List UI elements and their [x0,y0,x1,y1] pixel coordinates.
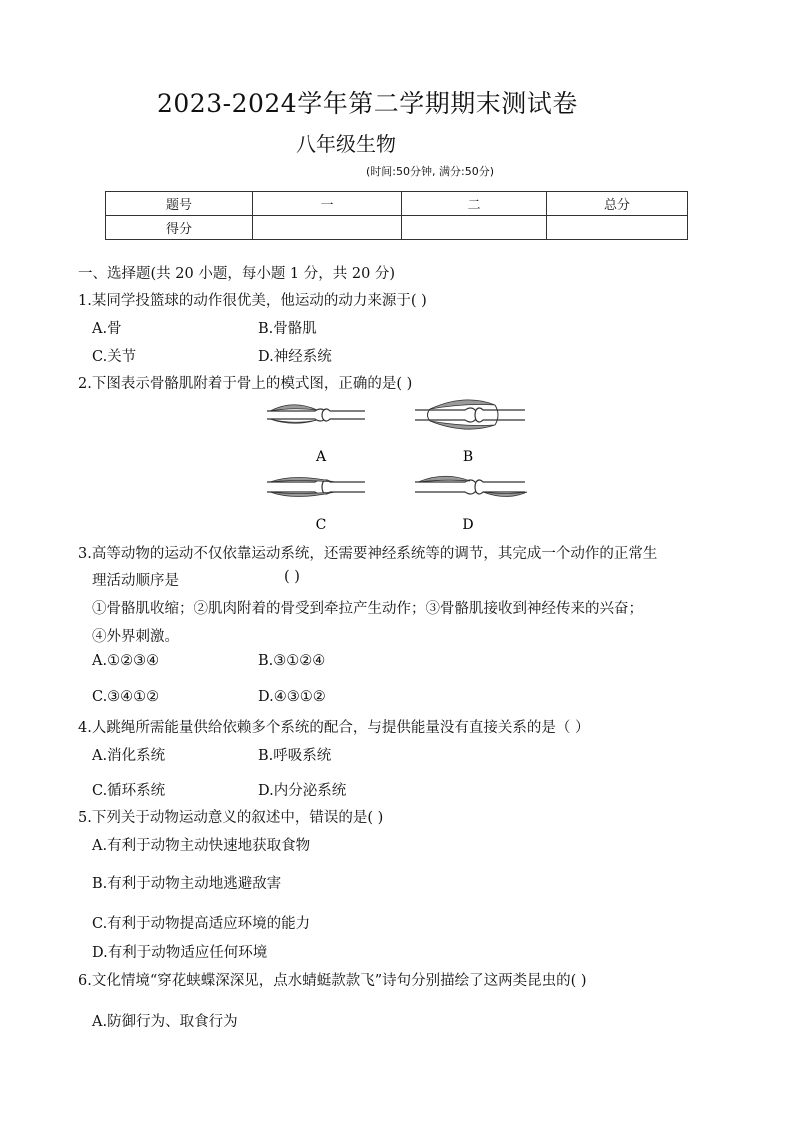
score-cell[interactable] [253,216,402,240]
score-table-score-row [106,216,688,240]
question-1-option-c[interactable]: C.关节 [92,349,137,365]
score-table-row-label: 得分 [106,216,253,240]
score-table-header-cell: 一 [253,192,402,216]
question-1-option-d[interactable]: D.神经系统 [258,349,332,365]
question-5-option-b[interactable]: B.有利于动物主动地逃避敌害 [92,876,282,892]
score-table-header-cell: 二 [402,192,547,216]
question-4-option-c[interactable]: C.循环系统 [92,783,166,799]
question-3-option-d[interactable]: D.④③①② [258,689,326,705]
question-6-stem: 6.文化情境“穿花蛱蝶深深见，点水蜻蜓款款飞”诗句分别描绘了这两类昆虫的( ) [78,973,587,989]
question-1-option-a[interactable]: A.骨 [92,321,122,337]
question-5-stem: 5.下列关于动物运动意义的叙述中，错误的是( ) [78,810,384,826]
diagram-option-a[interactable] [267,405,365,424]
question-5-option-c[interactable]: C.有利于动物提高适应环境的能力 [92,916,311,932]
score-table-header-cell: 总分 [547,192,688,216]
figure-label-c: C [315,517,327,533]
question-2-stem: 2.下图表示骨骼肌附着于骨上的模式图，正确的是( ) [78,376,413,392]
diagram-option-b[interactable] [415,400,525,429]
question-3-option-b[interactable]: B.③①②④ [258,653,326,669]
exam-subtitle: 八年级生物 [296,132,396,156]
section-heading: 一、选择题(共 20 小题，每小题 1 分，共 20 分) [78,266,396,282]
score-table [105,191,688,240]
score-cell[interactable] [547,216,688,240]
question-5-option-d[interactable]: D.有利于动物适应任何环境 [92,945,268,961]
question-3-option-c[interactable]: C.③④①② [92,689,160,705]
score-cell[interactable] [402,216,547,240]
question-3-option-a[interactable]: A.①②③④ [92,653,160,669]
question-4-stem: 4.人跳绳所需能量供给依赖多个系统的配合，与提供能量没有直接关系的是（ ） [78,720,590,736]
question-3-stem-line1: 3.高等动物的运动不仅依靠运动系统，还需要神经系统等的调节，其完成一个动作的正常生 [78,546,658,562]
exam-title: 2023-2024学年第二学期期末测试卷 [157,89,578,118]
diagram-option-c[interactable] [267,478,365,497]
question-3-detail-line2: ④外界刺激。 [92,629,179,645]
figure-label-a: A [315,449,327,465]
figure-label-b: B [462,449,474,465]
score-table-header-cell: 题号 [106,192,253,216]
question-4-option-d[interactable]: D.内分泌系统 [258,783,347,799]
diagram-option-d[interactable] [415,476,527,496]
score-table-header-row [106,192,688,216]
question-3-detail-line1: ①骨骼肌收缩；②肌肉附着的骨受到牵拉产生动作；③骨骼肌接收到神经传来的兴奋； [92,601,643,617]
question-5-option-a[interactable]: A.有利于动物主动快速地获取食物 [92,838,311,854]
question-4-option-a[interactable]: A.消化系统 [92,748,166,764]
question-3-stem-line2: 理活动顺序是 [92,573,179,589]
question-6-option-a[interactable]: A.防御行为、取食行为 [92,1014,238,1030]
question-4-option-b[interactable]: B.呼吸系统 [258,748,332,764]
question-3-answer-bracket: ( ) [284,569,300,585]
exam-time-note: (时间:50分钟, 满分:50分) [366,165,494,178]
question-1-stem: 1.某同学投篮球的动作很优美，他运动的动力来源于( ) [78,293,427,309]
figure-label-d: D [462,517,474,533]
muscle-attachment-figure [255,395,535,535]
question-1-option-b[interactable]: B.骨骼肌 [258,321,317,337]
